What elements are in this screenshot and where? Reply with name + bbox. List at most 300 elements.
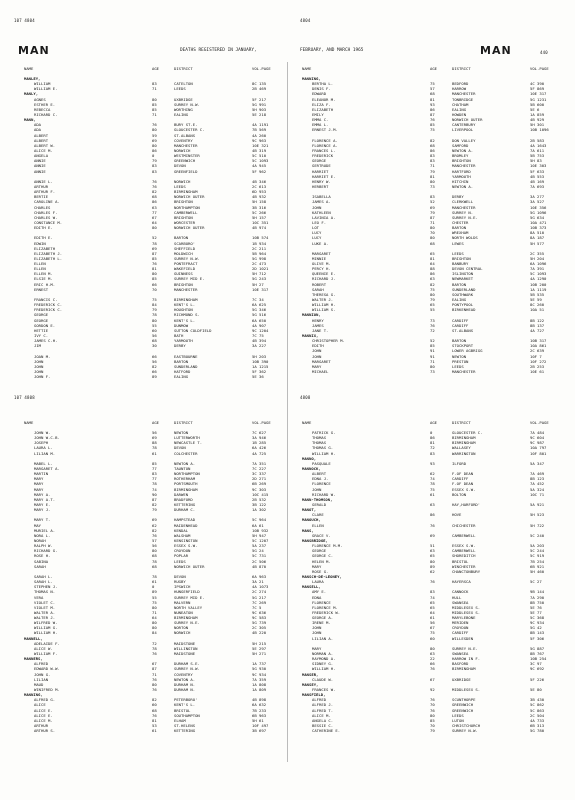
entry-district: SUTTON COLDFIELD — [174, 327, 212, 333]
entry-forename: JANE T. — [312, 327, 329, 333]
entry-forename: RICHARD J. — [312, 276, 336, 282]
entry-forename: ALFRED T. — [312, 707, 334, 713]
entry-district: BROMLEY — [452, 153, 469, 159]
entry-vol-page: 4A 727 — [530, 327, 545, 333]
entry-district: NEWTON A. — [452, 147, 474, 153]
entry-age: 75 — [152, 297, 157, 303]
entry-district: TAUNTON — [174, 465, 191, 471]
entry-vol-page: 9C 583 — [252, 615, 267, 621]
entry-age: 85 — [430, 122, 435, 128]
entry-district: SCUNTHORPE — [452, 697, 476, 703]
entry-forename: ERNEST J.M. — [312, 127, 338, 133]
entry-age: 85 — [152, 106, 157, 112]
entry-age: 80 — [152, 142, 157, 148]
entry-district: CAMBERWELL — [452, 548, 476, 554]
entry-vol-page: 5H 460 — [530, 568, 545, 574]
entry-age: 83 — [152, 471, 157, 477]
entry-vol-page: 4B 220 — [252, 630, 267, 636]
entry-forename: MARY — [312, 563, 322, 569]
entry-forename: JAMES A. — [312, 199, 331, 205]
entry-vol-page: 10B 254 — [530, 656, 547, 662]
entry-district: BARTON — [452, 338, 467, 344]
entry-forename: CLAUDE W. — [312, 676, 334, 682]
entry-forename: MARTIN — [34, 471, 49, 477]
entry-forename: RICHARD C. — [34, 111, 58, 117]
entry-vol-page: 5A 347 — [530, 460, 545, 466]
entry-forename: FRANCES W. — [312, 687, 336, 693]
quadrant-bottom-left — [24, 420, 292, 734]
entry-forename: ELSIE M. — [34, 276, 53, 282]
entry-forename: ALFRED — [34, 661, 49, 667]
entry-district: BATH — [174, 333, 184, 339]
entry-vol-page: 4A 945 — [252, 163, 267, 169]
entry-vol-page: 5H 157 — [252, 214, 267, 220]
surname-label: MANNION, — [302, 312, 321, 318]
entry-age: 82 — [152, 527, 157, 533]
entry-age: 68 — [430, 142, 435, 148]
corner-code-mid-left: 107 4808 — [14, 395, 35, 400]
entry-age: 72 — [152, 640, 157, 646]
entry-forename: GERALD — [312, 501, 327, 507]
entry-age: 78 — [430, 481, 435, 487]
entry-vol-page: 2C 274 — [252, 589, 267, 595]
entry-age: 68 — [152, 707, 157, 713]
entry-age: 63 — [430, 651, 435, 657]
entry-district: SURREY N. — [452, 209, 474, 215]
entry-age: 67 — [430, 676, 435, 682]
entry-district: HARTFORD — [452, 168, 471, 174]
entry-age: 0 — [430, 430, 433, 435]
entry-age: 80 — [152, 317, 157, 323]
entry-forename: ESTHER E. — [34, 101, 56, 107]
entry-forename: HENRY — [312, 317, 324, 323]
surname-label: MANN, — [24, 117, 36, 123]
entry-district: RUGBY — [174, 579, 186, 585]
entry-age: 69 — [152, 517, 157, 523]
column-header-vol-page: VOL.PAGE — [252, 66, 271, 71]
entry-district: PONTEFRACT — [174, 261, 198, 267]
entry-vol-page: 2D 271 — [252, 476, 267, 482]
entry-age: 63 — [152, 204, 157, 210]
entry-vol-page: 4A 733 — [530, 717, 545, 723]
entry-forename: JOHN — [312, 353, 322, 359]
entry-vol-page: 7A 359 — [252, 676, 267, 682]
surname-label: MANN-THOMSON, — [302, 496, 333, 502]
entry-vol-page: 7A 391 — [530, 266, 545, 272]
entry-age: 75 — [152, 599, 157, 605]
entry-forename: ALICE — [34, 702, 46, 708]
entry-age: 75 — [430, 486, 435, 492]
column-header-age: AGE — [430, 66, 438, 71]
entry-age: 61 — [152, 579, 157, 585]
entry-forename: SABINA — [34, 558, 49, 564]
entry-age: 76 — [152, 178, 157, 184]
entry-forename: EMMA L. — [312, 122, 329, 128]
entry-age: 89 — [152, 374, 157, 380]
entry-district: HITCHIN — [452, 178, 469, 184]
entry-district: CHATHAM — [452, 101, 469, 107]
entry-age: 77 — [152, 209, 157, 215]
entry-forename: JOHN F. — [34, 374, 51, 380]
entry-forename: ELEANOR M. — [312, 96, 336, 102]
entry-age: 77 — [152, 465, 157, 471]
entry-forename: CATHERINE E. — [312, 728, 341, 734]
entry-forename: ALBERT — [34, 132, 49, 138]
entry-vol-page: 9C 934 — [252, 671, 267, 677]
entry-age: 92 — [430, 687, 435, 693]
entry-age: 87 — [152, 496, 157, 502]
entry-district: EASTBOURNE — [174, 353, 198, 359]
entry-vol-page: 9C 1204 — [252, 327, 269, 333]
entry-age: 90 — [152, 491, 157, 497]
entry-forename: MABEL L. — [34, 460, 53, 466]
entry-vol-page: 10C 71 — [530, 491, 545, 497]
entry-age: 55 — [152, 322, 157, 328]
entry-forename: JOAN M. — [34, 353, 51, 359]
entry-vol-page: 5H 271 — [252, 651, 267, 657]
entry-age: 51 — [430, 543, 435, 549]
entry-vol-page: 4A 260 — [252, 132, 267, 138]
entry-district: CLERKWELL — [452, 199, 474, 205]
entry-forename: GEORGE — [312, 158, 327, 164]
surname-label: MANNOCK, — [302, 465, 321, 471]
entry-forename: GEORGE C. — [312, 553, 334, 559]
entry-district: NORWICH — [174, 147, 191, 153]
entry-forename: REBECCA — [34, 106, 51, 112]
entry-age: 79 — [152, 158, 157, 164]
corner-code-mid-center: 4808 — [300, 395, 311, 400]
entry-vol-page: 3A 21 — [252, 579, 264, 585]
entry-age: 79 — [430, 728, 435, 734]
entry-forename: GEORGE — [34, 317, 49, 323]
entry-age: 69 — [152, 245, 157, 251]
entry-district: PONTYPOOL — [452, 302, 474, 308]
entry-forename: ANNIE — [34, 168, 46, 174]
entry-forename: WILLIAM E. — [34, 86, 58, 92]
entry-vol-page: 10A 861 — [530, 343, 547, 349]
entry-district: CANNOCK — [452, 589, 469, 595]
column-header-district: DISTRICT — [174, 420, 193, 425]
entry-vol-page: 4B 394 — [252, 338, 267, 344]
entry-forename: WILLIAM H. — [312, 302, 336, 308]
entry-district: BIRMINGHAM — [174, 189, 198, 195]
entry-forename: BERTIE — [34, 194, 49, 200]
entry-age: 76 — [430, 117, 435, 123]
entry-age: 71 — [430, 358, 435, 364]
entry-age: 83 — [430, 153, 435, 159]
entry-forename: ALFRED J. — [312, 702, 334, 708]
entry-age: 60 — [152, 327, 157, 333]
entry-age: 65 — [430, 604, 435, 610]
entry-age: 80 — [152, 548, 157, 554]
entry-age: 76 — [430, 707, 435, 713]
entry-age: 78 — [152, 481, 157, 487]
entry-vol-page: 5C 27 — [530, 579, 542, 585]
entry-district: CARDIFF — [452, 317, 469, 323]
entry-district: BIRMINGHAM — [452, 666, 476, 672]
entry-forename: EDNA — [312, 594, 322, 600]
entry-district: NORTH VALLEY — [174, 604, 203, 610]
entry-age: 72 — [430, 327, 435, 333]
entry-district: WARRINGTON — [452, 450, 476, 456]
entry-district: BRISTOL — [174, 707, 191, 713]
entry-vol-page: 2D 1021 — [252, 266, 269, 272]
entry-forename: FREDERICK C. — [34, 302, 63, 308]
entry-vol-page: 7A 351 — [252, 460, 267, 466]
entry-forename: WALTER J. — [312, 297, 334, 303]
entry-district: BIRKENHEAD — [452, 307, 476, 313]
entry-vol-page: 5G 516 — [252, 312, 267, 318]
entry-age: 82 — [152, 697, 157, 703]
entry-district: ST.ALBANS — [174, 132, 196, 138]
entry-age: 75 — [430, 286, 435, 292]
headline-left: DEATHS REGISTERED IN JANUARY, — [180, 48, 257, 53]
entry-vol-page: 6A 61 — [252, 522, 264, 528]
entry-district: SOUTHWARK — [452, 291, 474, 297]
entry-age: 78 — [152, 573, 157, 579]
entry-district: POPLAR — [174, 553, 189, 559]
entry-forename: FLORENCE A. — [312, 137, 338, 143]
entry-age: 85 — [430, 717, 435, 723]
entry-district: SURREY MID E. — [174, 276, 205, 282]
entry-age: 88 — [430, 266, 435, 272]
entry-district: SAMFORD — [452, 142, 469, 148]
entry-age: 81 — [430, 255, 435, 261]
entry-age: 93 — [430, 460, 435, 466]
entry-vol-page: 1A 737 — [252, 661, 267, 667]
entry-forename: JOHN — [312, 625, 322, 631]
entry-district: CARDIFF — [452, 630, 469, 636]
entry-vol-page: 5H 712 — [252, 271, 267, 277]
entry-vol-page: 10E 317 — [252, 286, 269, 292]
entry-forename: WILLIAM H. — [34, 630, 58, 636]
surname-label: MANLY, — [24, 91, 39, 97]
surname-label: MANSFIELD, — [302, 692, 326, 698]
entry-district: TONBRIDGE — [452, 96, 474, 102]
entry-district: NEWTON — [174, 430, 189, 435]
entry-forename: EDITH — [312, 343, 324, 349]
entry-district: BANBURY — [452, 261, 469, 267]
entry-vol-page: 5B 535 — [530, 291, 545, 297]
entry-vol-page: 1B 934 — [252, 240, 267, 246]
entry-forename: ARTHUR — [34, 723, 49, 729]
entry-age: 63 — [430, 276, 435, 282]
entry-district: MERIDEN — [452, 620, 469, 626]
register-entry — [24, 374, 292, 379]
entry-age: 78 — [152, 645, 157, 651]
entry-vol-page: 5F 226 — [530, 676, 545, 682]
entry-vol-page: 6B 269 — [252, 481, 267, 487]
entry-district: ISLINGTON — [452, 271, 474, 277]
entry-district: ELHAM — [174, 717, 186, 723]
entry-vol-page: 10C 415 — [252, 491, 269, 497]
entry-age: 76 — [152, 651, 157, 657]
entry-vol-page: 5A 921 — [530, 501, 545, 507]
entry-vol-page: 6B 313 — [530, 723, 545, 729]
entry-age: 76 — [430, 697, 435, 703]
entry-vol-page: 10B 1096 — [530, 127, 549, 133]
quadrant-bottom-right — [302, 420, 570, 734]
entry-district: NUNEATON — [174, 609, 193, 615]
entry-district: HOUGHTON — [174, 307, 193, 313]
entry-age: 86 — [430, 147, 435, 153]
entry-district: DURHAM N. — [174, 687, 196, 693]
entry-forename: LUCY — [312, 235, 322, 241]
entry-district: SURREY N.E. — [452, 645, 478, 651]
entry-vol-page: 10F 272 — [530, 358, 547, 364]
entry-forename: KATHLEEN — [312, 209, 331, 215]
entry-vol-page: 5H 27 — [252, 281, 264, 287]
entry-vol-page: 4B 169 — [530, 178, 545, 184]
entry-district: NEWTON A. — [174, 676, 196, 682]
entry-forename: ERIC H.M. — [34, 281, 56, 287]
entry-vol-page: 4B 346 — [252, 178, 267, 184]
entry-district: WESTMINSTER — [174, 153, 200, 159]
entry-vol-page: 8B 122 — [530, 317, 545, 323]
entry-district: DEVON CENTRAL — [452, 266, 483, 272]
entry-forename: FLORENCE — [312, 599, 331, 605]
entry-district: DURHAM S.E. — [174, 661, 200, 667]
entry-vol-page: 5E 36 — [252, 374, 264, 380]
entry-forename: SIDNEY G. — [312, 661, 334, 667]
entry-vol-page: 3B 316 — [252, 204, 267, 210]
entry-district: F.OF DEAN — [452, 481, 474, 487]
entry-district: CAMBERWELL — [452, 532, 476, 538]
entry-age: 66 — [152, 281, 157, 287]
entry-age: 75 — [430, 81, 435, 87]
entry-age: 80 — [152, 620, 157, 626]
entry-forename: WILLIAM G. — [34, 625, 58, 631]
entry-forename: CAROLINE A. — [34, 199, 60, 205]
register-entry — [24, 728, 292, 733]
surname-label: MANNO, — [302, 455, 317, 461]
entry-age: 52 — [430, 338, 435, 344]
entry-vol-page: 8B 750 — [530, 599, 545, 605]
entry-vol-page: 7A 290 — [530, 594, 545, 600]
entry-age: 80 — [430, 645, 435, 651]
entry-district: DARWEN — [174, 491, 189, 497]
entry-age: 69 — [152, 137, 157, 143]
entry-vol-page: 5C 240 — [530, 532, 545, 538]
entry-forename: EDWIN — [34, 240, 46, 246]
entry-forename: LEO F. — [312, 219, 327, 225]
entry-age: 85 — [152, 101, 157, 107]
entry-age: 79 — [152, 507, 157, 513]
column-header-name: NAME — [302, 420, 312, 425]
entry-age: 86 — [152, 147, 157, 153]
entry-district: BEDFORD — [452, 81, 469, 87]
entry-district: ESSEX S.W. — [174, 543, 198, 549]
entry-age: 86 — [152, 199, 157, 205]
entry-district: NORTHAMPTON — [174, 471, 200, 477]
entry-age: 0 — [152, 153, 155, 159]
entry-age: 55 — [430, 307, 435, 313]
entry-forename: ADELAIDE F. — [34, 640, 60, 646]
register-entry — [302, 728, 570, 733]
entry-forename: ALICE M. — [34, 717, 53, 723]
entry-district: BARTON — [174, 235, 189, 241]
entry-vol-page: 3B 697 — [252, 728, 267, 734]
entry-vol-page: 5H 577 — [530, 240, 545, 246]
entry-vol-page: 5E 59 — [530, 297, 542, 303]
entry-forename: WALTER J. — [34, 615, 56, 621]
entry-district: LEEDS — [452, 363, 464, 369]
entry-vol-page: 5C 1093 — [252, 158, 269, 164]
entry-forename: FREDERICK W. — [312, 609, 341, 615]
entry-age: 56 — [152, 543, 157, 549]
entry-vol-page: 2C 473 — [252, 261, 267, 267]
entry-district: NORWICH OUTER — [174, 563, 205, 569]
entry-forename: JAMES C.H. — [34, 338, 58, 344]
column-header-name: NAME — [24, 420, 34, 425]
entry-age: 82 — [152, 363, 157, 369]
entry-district: MIDDLESEX S. — [452, 609, 481, 615]
entry-forename: MARY — [34, 486, 44, 492]
entry-district: COVENTRY — [174, 671, 193, 677]
entry-age: 80 — [430, 235, 435, 241]
entry-forename: NORMAN A. — [312, 651, 334, 657]
entry-forename: CHARLES W. — [34, 214, 58, 220]
entry-age: 65 — [430, 553, 435, 559]
entry-vol-page: 5F 869 — [530, 86, 545, 92]
entry-age: 85 — [152, 276, 157, 282]
entry-district: BARTON — [452, 281, 467, 287]
entry-forename: MARY T. — [34, 517, 51, 523]
entry-vol-page: 5C 1207 — [252, 537, 269, 543]
entry-age: 83 — [430, 158, 435, 164]
entry-vol-page: 5C 244 — [530, 548, 545, 554]
entry-age: 68 — [152, 553, 157, 559]
entry-age: 65 — [430, 250, 435, 256]
entry-forename: JOHN — [312, 630, 322, 636]
entry-vol-page: 1A 302 — [252, 507, 267, 513]
entry-vol-page: 3A 277 — [530, 194, 545, 200]
entry-vol-page: 6A 963 — [252, 573, 267, 579]
entry-age: 81 — [430, 440, 435, 446]
entry-forename: ELLEN M. — [34, 271, 53, 277]
entry-district: CHICHESTER — [452, 522, 476, 528]
column-header-age: AGE — [152, 66, 160, 71]
entry-district: NORWICH — [174, 178, 191, 184]
entry-forename: CLARE — [312, 512, 324, 518]
surname-label: MANS, — [302, 527, 314, 533]
entry-district: HATFORD — [174, 369, 191, 375]
entry-vol-page: 8B 123 — [530, 476, 545, 482]
entry-forename: CHARLES F. — [34, 209, 58, 215]
entry-age: 56 — [152, 358, 157, 364]
entry-vol-page: 7A 484 — [530, 430, 545, 435]
entry-district: BIRMINGHAM — [174, 297, 198, 303]
column-header-age: AGE — [430, 420, 438, 425]
entry-district: KETTERING — [174, 728, 196, 734]
entry-age: 86 — [430, 435, 435, 441]
entry-vol-page: 10B 932 — [252, 527, 269, 533]
entry-forename: ALICE E. — [34, 712, 53, 718]
entry-vol-page: 4A 1191 — [252, 122, 269, 128]
entry-vol-page: 3C 97 — [530, 661, 542, 667]
entry-age: 69 — [430, 204, 435, 210]
entry-age: 57 — [152, 537, 157, 543]
quadrant-top-right — [302, 66, 570, 375]
entry-district: BIRMINGHAM — [452, 440, 476, 446]
surname-label: MANOUCH, — [302, 517, 321, 523]
entry-district: ST.HELENS — [174, 723, 196, 729]
surname-label: MANNIX, — [302, 333, 319, 339]
entry-age: 70 — [430, 702, 435, 708]
column-header-name: NAME — [302, 66, 312, 71]
entry-district: MANCHESTER — [452, 163, 476, 169]
entry-district: GREENFIELD — [174, 168, 198, 174]
